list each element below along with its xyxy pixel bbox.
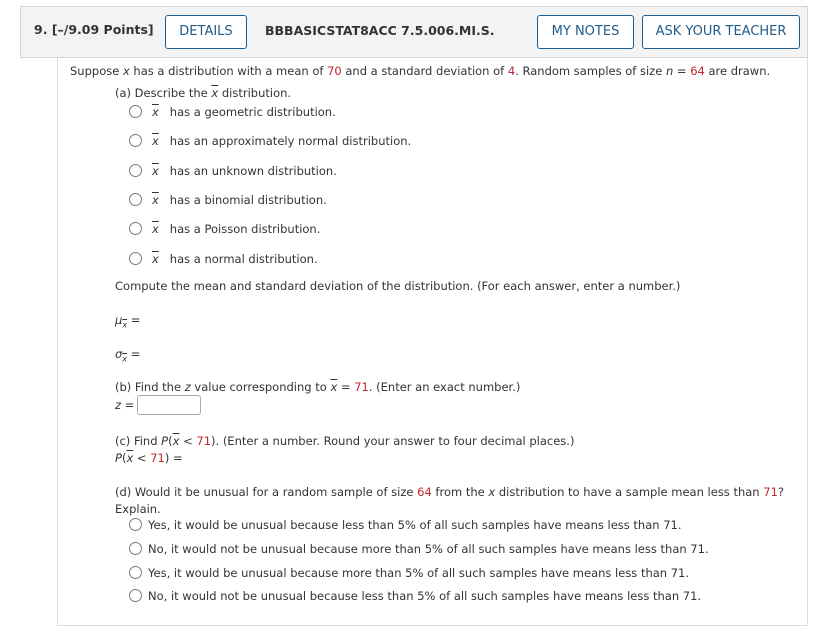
part-a-prompt: (a) Describe the $\overline{x}$ distribution. xyxy=(115,86,292,100)
part-b-prompt: (b) Find the z value corresponding to $\overline{x} = 71$. (Enter an exact number.) xyxy=(115,380,521,394)
part-a-option-radio[interactable] xyxy=(129,105,142,118)
z-label: z = xyxy=(115,398,135,412)
part-d-option-radio[interactable] xyxy=(129,589,142,602)
problem-statement: Suppose x has a distribution with a mean of 70 and a standard deviation of 4. Random samples of size n = 64 are drawn. xyxy=(70,64,771,78)
question-body xyxy=(57,58,808,626)
part-d-option-label: Yes, it would be unusual because more than 5% of all such samples have means less than 71. xyxy=(148,566,690,580)
probability-label: $P(\overline{x} < 71)$ = xyxy=(115,451,183,465)
ask-your-teacher-button[interactable]: ASK YOUR TEACHER xyxy=(642,15,800,49)
part-d-prompt: (d) Would it be unusual for a random sample of size 64 from the x distribution to have a sample mean less than 71? xyxy=(115,485,784,499)
part-a-option-radio[interactable] xyxy=(129,134,142,147)
explain-label: Explain. xyxy=(115,502,161,516)
part-a-option-label: $\overline{x}$ has a binomial distribution. xyxy=(152,193,327,207)
question-code: BBBASICSTAT8ACC 7.5.006.MI.S. xyxy=(265,23,495,38)
part-d-option-label: No, it would not be unusual because more than 5% of all such samples have means less than 71. xyxy=(148,542,709,556)
part-a-option-label: $\overline{x}$ has a geometric distribution. xyxy=(152,105,336,119)
my-notes-button[interactable]: MY NOTES xyxy=(537,15,634,49)
part-d-option-radio[interactable] xyxy=(129,518,142,531)
compute-instruction: Compute the mean and standard deviation of the distribution. (For each answer, enter a number.) xyxy=(115,279,681,293)
question-number-points: 9. [–/9.09 Points] xyxy=(34,22,154,37)
part-a-option-radio[interactable] xyxy=(129,193,142,206)
std-dev-label: $\sigma_{\overline{x}}$ = xyxy=(115,347,141,364)
part-a-option-radio[interactable] xyxy=(129,222,142,235)
part-a-option-radio[interactable] xyxy=(129,252,142,265)
question-header xyxy=(20,6,808,58)
part-a-option-label: $\overline{x}$ has an approximately normal distribution. xyxy=(152,134,412,148)
part-a-option-label: $\overline{x}$ has an unknown distribution. xyxy=(152,164,337,178)
part-c-prompt: (c) Find $P(\overline{x} < 71)$. (Enter a number. Round your answer to four decimal places.) xyxy=(115,434,575,448)
part-a-option-label: $\overline{x}$ has a normal distribution. xyxy=(152,252,318,266)
part-d-option-label: No, it would not be unusual because less than 5% of all such samples have means less than 71. xyxy=(148,589,702,603)
part-a-option-label: $\overline{x}$ has a Poisson distribution. xyxy=(152,222,321,236)
part-d-option-label: Yes, it would be unusual because less than 5% of all such samples have means less than 71. xyxy=(148,518,682,532)
mean-label: $\mu_{\overline{x}}$ = xyxy=(115,313,141,330)
details-button[interactable]: DETAILS xyxy=(165,15,247,49)
part-d-option-radio[interactable] xyxy=(129,542,142,555)
part-a-option-radio[interactable] xyxy=(129,164,142,177)
part-d-option-radio[interactable] xyxy=(129,566,142,579)
z-value-input[interactable] xyxy=(137,395,201,415)
